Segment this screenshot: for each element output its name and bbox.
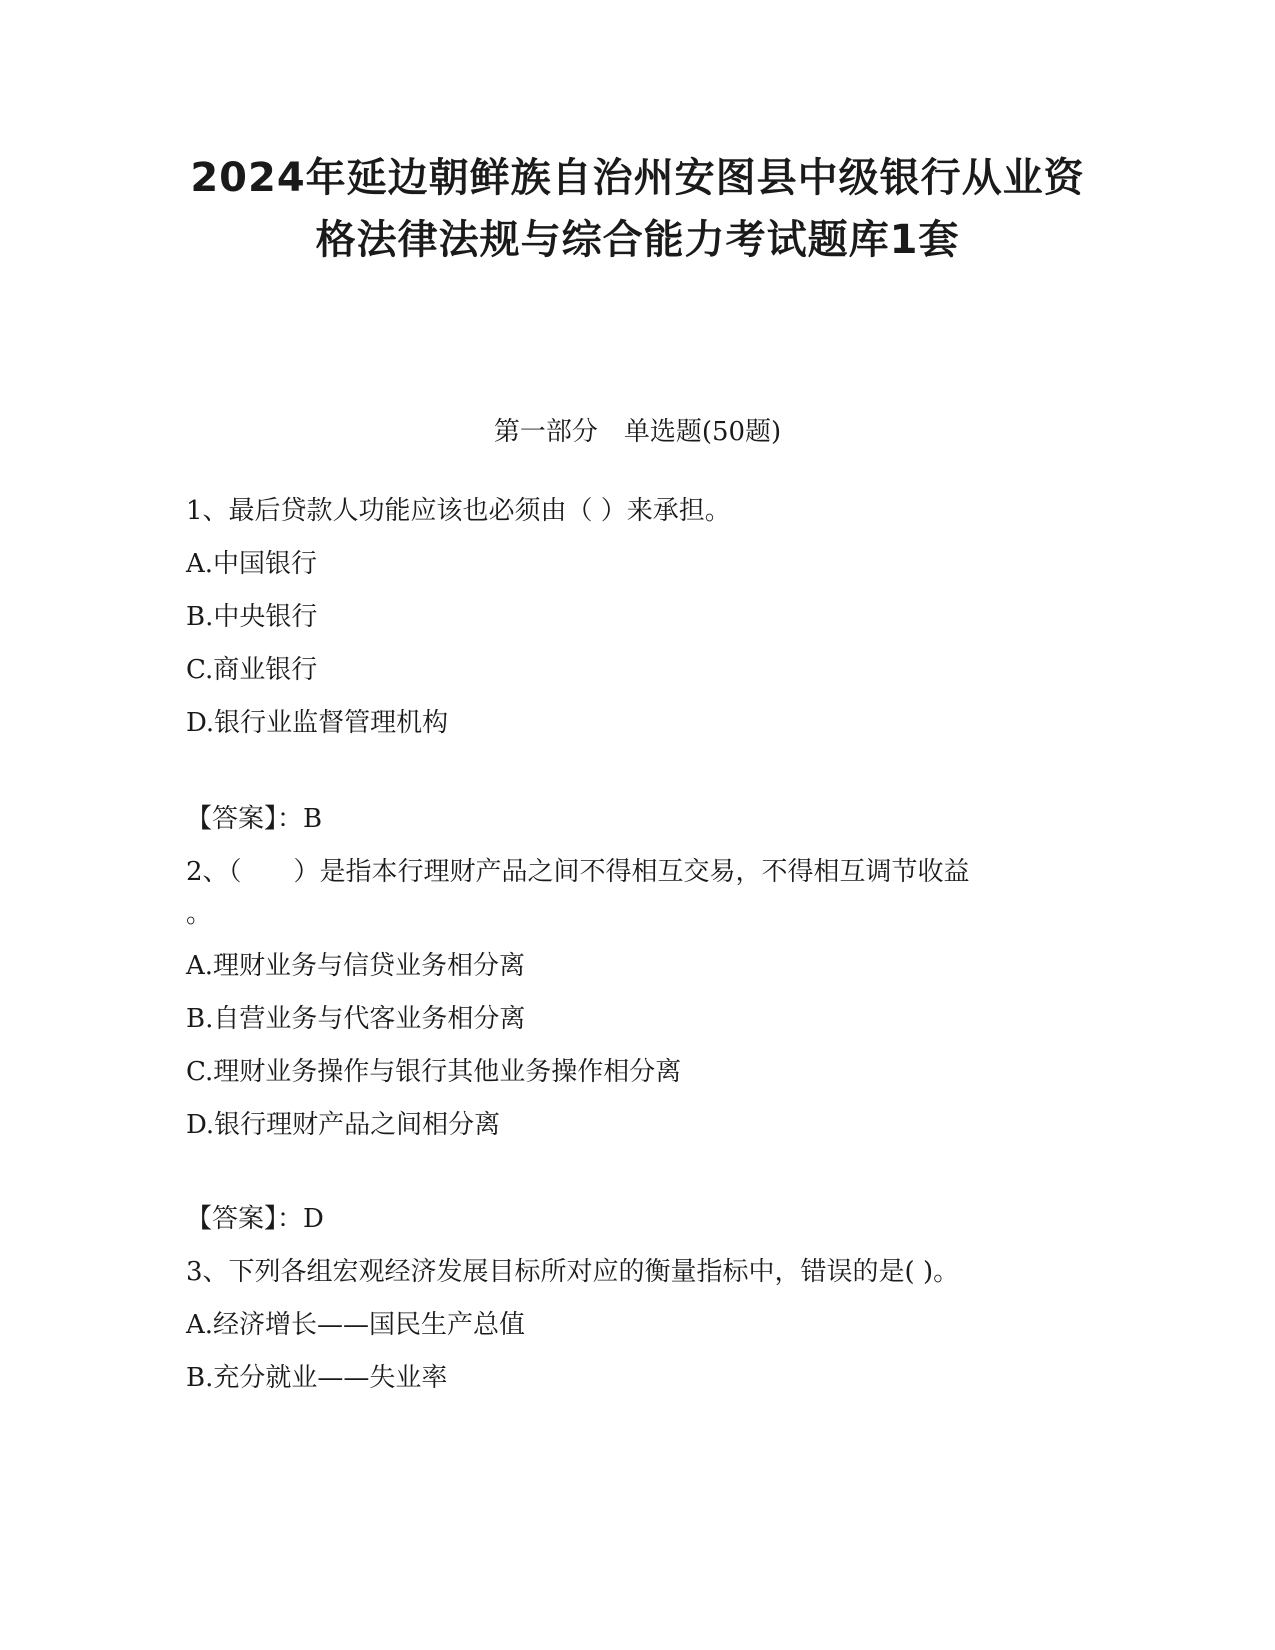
question-1-option-b: B.中央银行	[186, 602, 318, 632]
question-1-option-c: C.商业银行	[186, 655, 318, 685]
question-1-option-a: A.中国银行	[186, 549, 318, 579]
question-1-answer: 【答案】：B	[186, 804, 323, 834]
question-2-stem: 2、（ ）是指本行理财产品之间不得相互交易，不得相互调节收益	[186, 857, 970, 887]
question-1-option-d: D.银行业监督管理机构	[186, 708, 449, 738]
question-2-option-a: A.理财业务与信贷业务相分离	[186, 951, 526, 981]
question-3-option-a: A.经济增长——国民生产总值	[186, 1310, 526, 1340]
question-2-option-c: C.理财业务操作与银行其他业务操作相分离	[186, 1057, 682, 1087]
question-2-option-b: B.自营业务与代客业务相分离	[186, 1004, 526, 1034]
section-heading: 第一部分 单选题(50题)	[493, 417, 782, 447]
question-2-stem-continuation: 。	[186, 899, 213, 929]
question-3-stem: 3、下列各组宏观经济发展目标所对应的衡量指标中，错误的是( )。	[186, 1257, 960, 1287]
question-2-answer: 【答案】：D	[186, 1204, 324, 1234]
question-3-option-b: B.充分就业——失业率	[186, 1363, 448, 1393]
question-2-option-d: D.银行理财产品之间相分离	[186, 1110, 501, 1140]
document-title-line-1: 2024年延边朝鲜族自治州安图县中级银行从业资	[190, 155, 1085, 201]
document-title-line-2: 格法律法规与综合能力考试题库1套	[315, 217, 960, 263]
question-1-stem: 1、最后贷款人功能应该也必须由（ ）来承担。	[186, 496, 731, 526]
